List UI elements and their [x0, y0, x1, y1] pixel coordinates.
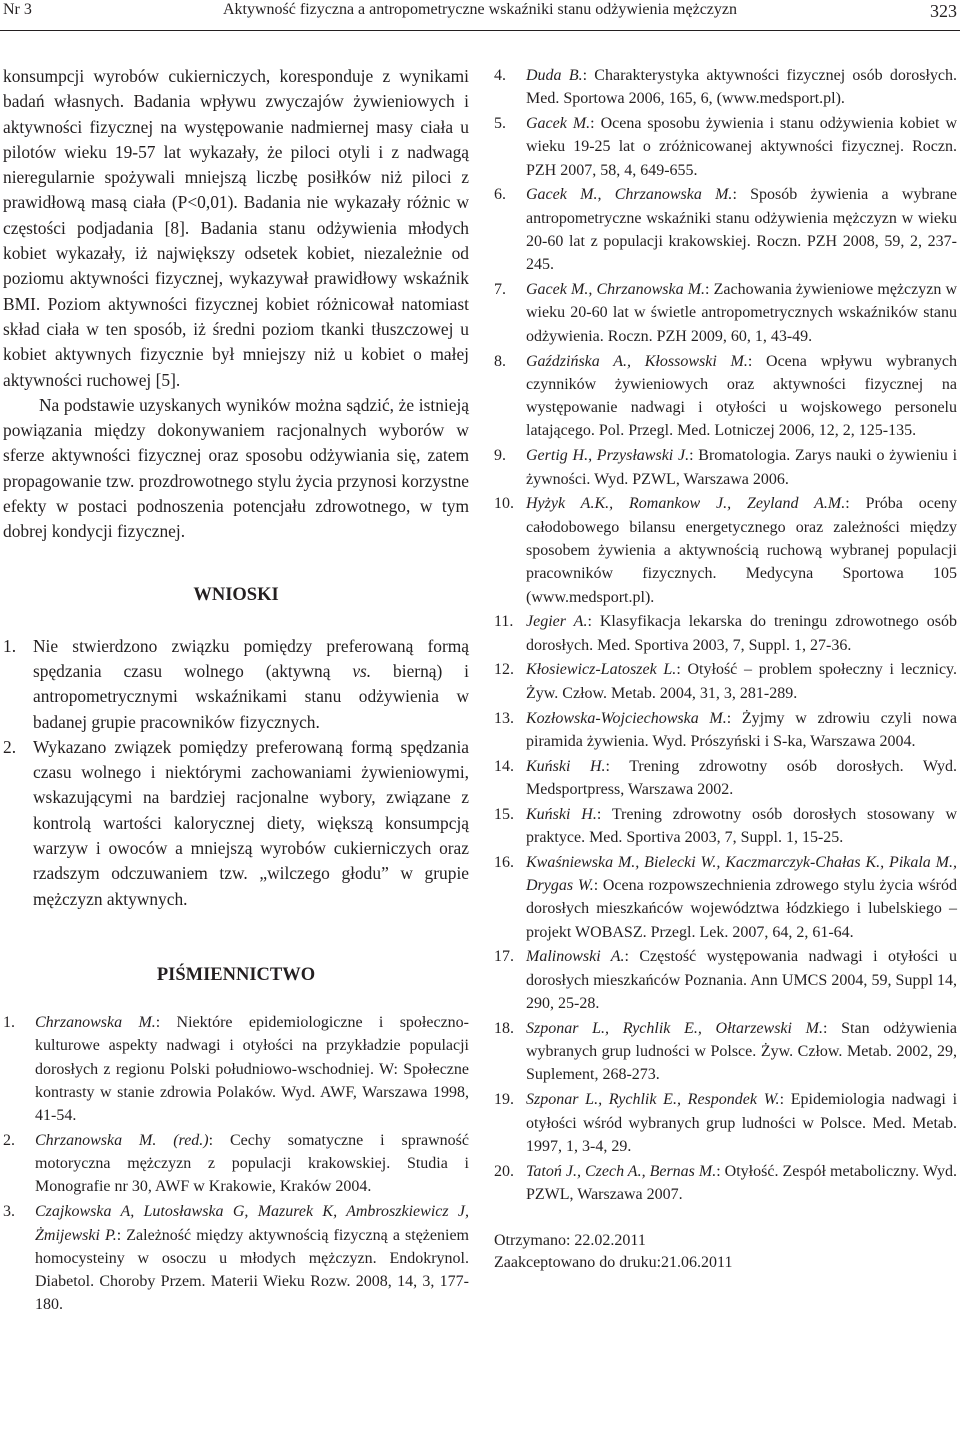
reference-item	[494, 444, 957, 491]
reference-authors: Duda B.	[526, 67, 583, 84]
conclusion-item	[3, 735, 469, 912]
reference-item	[3, 1129, 469, 1199]
journal-issue: Nr 3	[3, 1, 32, 18]
conclusion-text: Wykazano związek pomiędzy preferowaną formą spędzania czasu wolnego i niektórymi zachowaniami żywieniowymi, wskazującymi na bardziej racjonalne wybory, związane z kontrolą wartości kalorycznej diety, większą konsumpcją warzyw i owoców a mniejszą wyrobów cukierniczych oraz rzadszym odczuwaniem tzw. „wilczego głodu” w grupie mężczyzn aktywnych.	[33, 736, 469, 909]
page-number: 323	[930, 1, 957, 21]
reference-text: : Częstość występowania nadwagi i otyłości u dorosłych mieszkańców Poznania. Ann UMCS 2004, 59, Suppl 14, 290, 25-28.	[526, 948, 957, 1013]
reference-text: : Stan odżywienia wybranych grup ludności w Polsce. Żyw. Człow. Metab. 2002, 29, Suplement, 268-273.	[526, 1019, 958, 1084]
reference-text: : Klasyfikacja lekarska do treningu zdrowotnego osób dorosłych. Med. Sportiva 2003, 7, Suppl. 1, 27-36.	[526, 613, 957, 654]
reference-item	[3, 1011, 469, 1127]
reference-number: 15.	[494, 805, 514, 823]
reference-number: 8.	[494, 352, 506, 370]
reference-authors: Jegier A.	[526, 613, 588, 631]
reference-item	[494, 658, 957, 705]
reference-authors: Hyżyk A.K., Romankow J., Zeyland A.M.	[526, 495, 846, 513]
reference-authors: Gacek M.	[526, 115, 591, 133]
reference-authors: Chrzanowska M. (red.)	[35, 1131, 209, 1149]
right-column	[494, 64, 957, 1274]
reference-number: 11.	[494, 613, 514, 631]
reference-text: : Trening zdrowotny osób dorosłych stosowany w praktyce. Med. Sportiva 2003, 7, Suppl. 1, 15-25.	[526, 805, 958, 846]
reference-authors: Gaździńska A., Kłossowski M.	[526, 352, 748, 370]
reference-number: 10.	[494, 495, 514, 513]
reference-number: 3.	[3, 1203, 15, 1221]
conclusion-number: 2.	[3, 736, 17, 757]
reference-text: : Otyłość – problem społeczny i lecznicy. Żyw. Człow. Metab. 2004, 31, 3, 281-289.	[526, 661, 958, 702]
article-dates	[494, 1230, 957, 1274]
reference-text: : Próba oceny całodobowego bilansu energetycznego oraz zależności między sposobem żywienia a aktywnością ruchową wybranej populacji pracowników fizycznych. Medycyna Sportowa 105 (www.medsport.pl).	[526, 495, 957, 606]
running-header	[0, 0, 960, 31]
reference-text: : Cechy somatyczne i sprawność motoryczna mężczyzn z populacji krakowskiej. Studia i Monografie nr 30, AWF w Krakowie, Kraków 2004.	[35, 1131, 470, 1196]
conclusion-item	[3, 634, 469, 735]
reference-item	[494, 1160, 957, 1207]
references-heading: PIŚMIENNICTWO	[156, 964, 316, 985]
reference-text: : Zachowania żywieniowe mężczyzn w wieku 20-60 lat w świetle antropometrycznych wskaźników stanu odżywienia. Roczn. PZH 2009, 60, 1, 43-49.	[526, 281, 958, 345]
reference-text: : Niektóre epidemiologiczne i społeczno-kulturowe aspekty nadwagi i otyłości na przykładzie populacji dorosłych z regionu Polski południowo-wschodniej. W: Społeczne kontrasty w stanie zdrowia Polaków. Wyd. AWF, Warszawa 1998, 41-54.	[35, 1013, 469, 1125]
reference-item	[494, 755, 957, 802]
reference-number: 9.	[494, 447, 506, 465]
reference-authors: Kuński H.	[526, 757, 606, 775]
conclusion-text: Nie stwierdzono związku pomiędzy preferowaną formą spędzania czasu wolnego (aktywną	[33, 635, 469, 681]
reference-item	[494, 945, 957, 1015]
reference-item	[3, 1200, 469, 1316]
discussion-paragraph: Na podstawie uzyskanych wyników można sądzić, że istnieją powiązania między dokonywaniem racjonalnych wyborów w sferze aktywności fizycznej oraz sposobu odżywiania się, zatem propagowanie tzw. prozdrowotnego stylu życia przynosi korzystne efekty w postaci podnoszenia potencjału zdrowotnego, w tym dobrej kondycji fizycznej.	[3, 394, 469, 542]
reference-item	[494, 610, 957, 657]
reference-item	[494, 707, 957, 754]
reference-text: : Trening zdrowotny osób dorosłych. Wyd. Medsportpress, Warszawa 2002.	[526, 757, 957, 798]
reference-number: 12.	[494, 661, 514, 679]
reference-item	[494, 112, 957, 182]
reference-authors: Gertig H., Przysławski J.	[526, 447, 690, 465]
reference-number: 18.	[494, 1019, 514, 1037]
reference-authors: Chrzanowska M.	[35, 1013, 156, 1031]
reference-authors: Malinowski A.	[526, 948, 625, 966]
reference-text: : Sposób żywienia a wybrane antropometryczne wskaźniki stanu odżywienia mężczyzn w wieku 20-60 lat z populacji krakowskiej. Roczn. PZH 2008, 59, 2, 237-245.	[526, 186, 957, 274]
reference-text: : Żyjmy w zdrowiu czyli nowa piramida żywienia. Wyd. Prószyński i S-ka, Warszawa 2004.	[526, 709, 958, 750]
references-list-right	[494, 64, 957, 1206]
reference-item	[494, 64, 957, 111]
reference-number: 6.	[494, 186, 506, 204]
reference-authors: Tatoń J., Czech A., Bernas M.	[526, 1162, 717, 1180]
reference-item	[494, 803, 957, 850]
received-date: Otrzymano: 22.02.2011	[494, 1232, 646, 1250]
left-column	[3, 64, 469, 1318]
conclusions-list	[3, 634, 469, 912]
reference-number: 14.	[494, 757, 514, 775]
reference-number: 5.	[494, 115, 506, 133]
reference-number: 1.	[3, 1013, 15, 1031]
reference-item	[494, 1017, 957, 1087]
references-list-left	[3, 1011, 469, 1317]
reference-item	[494, 851, 957, 944]
conclusion-vs: vs.	[352, 660, 372, 681]
reference-item	[494, 350, 957, 443]
reference-authors: Czajkowska A, Lutosławska G, Mazurek K, Ambroszkiewicz J, Żmijewski P.	[35, 1203, 469, 1244]
reference-text: : Charakterystyka aktywności fizycznej osób dorosłych. Med. Sportowa 2006, 165, 6, (www.medsport.pl).	[526, 67, 958, 108]
reference-number: 20.	[494, 1162, 514, 1180]
conclusion-text-end: bierną) i antropometrycznymi wskaźnikami stanu odżywienia w badanej grupie pracowników fizycznych.	[33, 660, 469, 732]
reference-text: : Ocena wpływu wybranych czynników żywieniowych oraz aktywności fizycznej na występowanie nadwagi i otyłości u wojskowego personelu latającego. Pol. Przegl. Med. Lotniczej 2006, 12, 2, 125-135.	[526, 352, 957, 440]
reference-number: 16.	[494, 853, 514, 871]
reference-number: 17.	[494, 948, 514, 966]
reference-authors: Szponar L., Rychlik E., Respondek W.	[526, 1091, 780, 1109]
reference-item	[494, 1088, 957, 1158]
reference-item	[494, 492, 957, 608]
running-title: Aktywność fizyczna a antropometryczne wskaźniki stanu odżywienia mężczyzn	[222, 1, 737, 18]
accepted-date: Zaakceptowano do druku:21.06.2011	[494, 1254, 733, 1272]
reference-text: : Otyłość. Zespół metaboliczny. Wyd. PZWL, Warszawa 2007.	[526, 1162, 958, 1203]
reference-text: : Zależność między aktywnością fizyczną a stężeniem homocysteiny w osoczu u młodych mężczyzn. Endokrynol. Diabetol. Choroby Przem. Materii Wieku Rozw. 2008, 14, 3, 177-180.	[35, 1226, 469, 1314]
reference-authors: Kozłowska-Wojciechowska M.	[526, 709, 727, 727]
discussion-paragraph: konsumpcji wyrobów cukierniczych, koresponduje z wynikami badań własnych. Badania wpływu zwyczajów żywieniowych i aktywności fizycznej na występowanie nadmiernej masy ciała u pilotów wieku 19-57 lat wykazały, że piloci otyli i z nadwagą nieregularnie spożywali mniejszą liczbę posiłków niż piloci z prawidłową masą ciała (P<0,01). Badania nie wykazały różnic w częstości podjadania [8]. Badania stanu odżywienia młodych kobiet wykazały, iż największy odsetek kobiet, niezależnie od poziomu aktywności fizycznej, wykazywał prawidłowy wskaźnik BMI. Poziom aktywności fizycznej kobiet różnicował natomiast skład ciała w ten sposób, iż średni poziom tkanki tłuszczowej u kobiet aktywnych fizycznie był mniejszy niż u kobiet o małej aktywności ruchowej [5].	[3, 66, 469, 390]
reference-text: : Ocena sposobu żywienia i stanu odżywienia kobiet w wieku 19-25 lat o zróżnicowanej aktywności fizycznej. Roczn. PZH 2007, 58, 4, 649-655.	[526, 115, 958, 179]
reference-authors: Kuński H.	[526, 805, 597, 823]
conclusion-number: 1.	[3, 635, 17, 656]
reference-authors: Gacek M., Chrzanowska M.	[526, 281, 706, 299]
reference-authors: Gacek M., Chrzanowska M.	[526, 186, 733, 204]
reference-number: 2.	[3, 1131, 15, 1149]
reference-authors: Szponar L., Rychlik E., Ołtarzewski M.	[526, 1019, 823, 1037]
reference-number: 7.	[494, 281, 506, 299]
reference-authors: Kwaśniewska M., Bielecki W., Kaczmarczyk-Chałas K., Pikala M., Drygas W.	[526, 853, 957, 895]
reference-text: : Bromatologia. Zarys nauki o żywieniu i żywności. Wyd. PZWL, Warszawa 2006.	[526, 447, 958, 488]
reference-authors: Kłosiewicz-Latoszek L.	[526, 661, 677, 679]
reference-number: 4.	[494, 67, 506, 84]
reference-number: 13.	[494, 709, 514, 727]
conclusions-heading: WNIOSKI	[193, 584, 279, 605]
reference-text: : Epidemiologia nadwagi i otyłości wśród wybranych grup ludności w Polsce. Med. Metab. 1997, 1, 3-4, 29.	[526, 1091, 958, 1155]
reference-text: : Ocena rozpowszechnienia zdrowego stylu życia wśród dorosłych mieszkańców województwa łódzkiego i lubelskiego – projekt WOBASZ. Przegl. Lek. 2007, 64, 2, 61-64.	[526, 877, 958, 941]
reference-number: 19.	[494, 1091, 514, 1109]
reference-item	[494, 278, 957, 348]
reference-item	[494, 183, 957, 276]
